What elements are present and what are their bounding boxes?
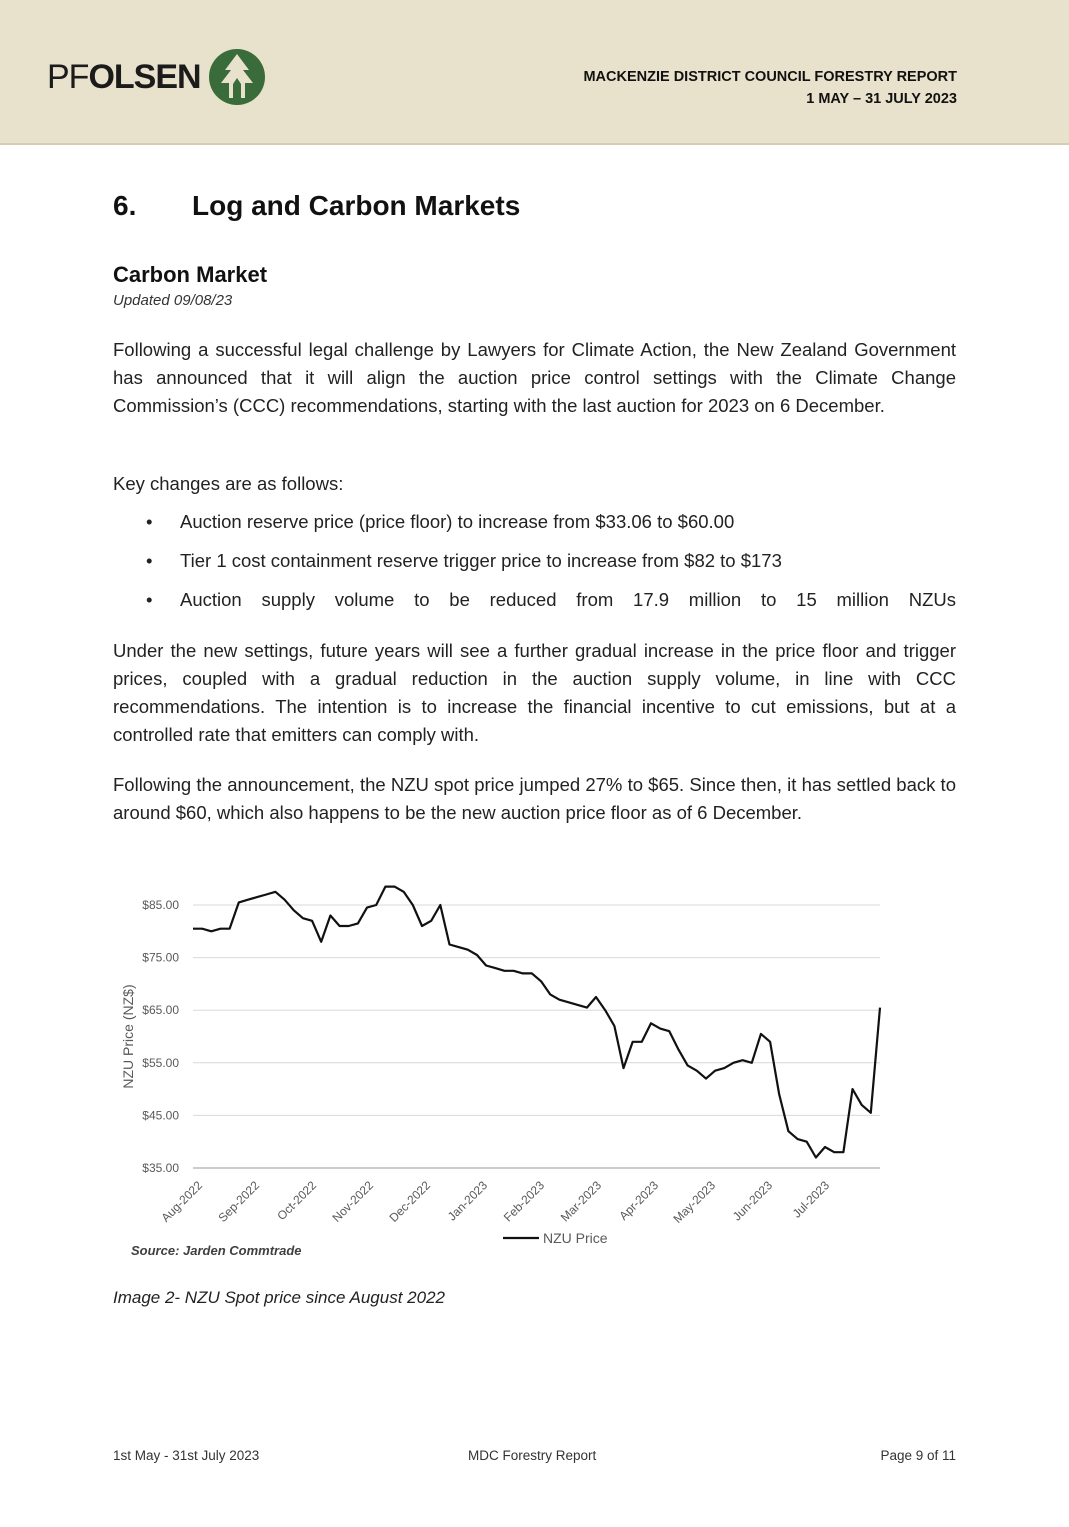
paragraph-1: Following a successful legal challenge by Lawyers for Climate Action, the New Zealand Government has announced that it will align the auction price control settings with the Climate Change Commission’s (CCC) recommendations, starting with the last auction for 2023 on 6 December. xyxy=(113,339,956,416)
list-item: • Auction reserve price (price floor) to increase from $33.06 to $60.00 xyxy=(113,508,956,547)
y-tick-label: $65.00 xyxy=(142,1003,179,1018)
bullet-icon: • xyxy=(146,511,153,532)
page-header xyxy=(0,0,1069,145)
x-tick-label: Apr-2023 xyxy=(616,1178,662,1224)
x-tick-label: Jul-2023 xyxy=(789,1178,833,1221)
bullet-icon: • xyxy=(146,589,153,610)
y-axis-label: NZU Price (NZ$) xyxy=(120,984,136,1089)
footer-date: 1st May - 31st July 2023 xyxy=(113,1448,260,1463)
figure-caption: Image 2- NZU Spot price since August 2022 xyxy=(113,1288,445,1307)
x-tick-label: May-2023 xyxy=(670,1178,719,1226)
x-tick-label: Dec-2022 xyxy=(386,1178,434,1225)
section-number: 6. xyxy=(113,190,137,221)
bullet-icon: • xyxy=(146,550,153,571)
x-tick-label: Jan-2023 xyxy=(444,1178,491,1224)
x-tick-label: Oct-2022 xyxy=(274,1178,320,1224)
footer-title: MDC Forestry Report xyxy=(468,1448,597,1463)
pf-olsen-logo xyxy=(47,46,267,108)
list-item: • Auction supply volume to be reduced from 17.9 million to 15 million NZUs xyxy=(113,586,956,625)
chart-source: Source: Jarden Commtrade xyxy=(131,1243,302,1258)
legend-label: NZU Price xyxy=(543,1230,608,1246)
footer-page-number: Page 9 of 11 xyxy=(880,1448,956,1463)
logo-wordmark: PFOLSEN xyxy=(47,58,201,96)
paragraph-3: Under the new settings, future years will see a further gradual increase in the price floor and trigger prices, coupled with a gradual reduction in the auction supply volume, in line with CCC recommendations. The intention is to increase the financial incentive to cut emissions, but at a controlled rate that emitters can comply with. xyxy=(113,640,956,745)
subsection-title: Carbon Market xyxy=(113,262,268,287)
x-tick-label: Feb-2023 xyxy=(500,1178,548,1225)
report-heading xyxy=(583,66,957,110)
section-heading xyxy=(113,190,520,222)
tree-icon xyxy=(207,48,267,106)
x-tick-label: Jun-2023 xyxy=(729,1178,776,1224)
list-item: • Tier 1 cost containment reserve trigger price to increase from $82 to $173 xyxy=(113,547,956,586)
paragraph-2: Key changes are as follows: xyxy=(113,473,344,494)
x-tick-label: Sep-2022 xyxy=(215,1178,263,1225)
y-tick-label: $85.00 xyxy=(142,898,179,912)
y-tick-label: $75.00 xyxy=(142,950,179,965)
y-tick-label: $55.00 xyxy=(142,1055,179,1070)
x-tick-label: Mar-2023 xyxy=(557,1178,605,1225)
key-changes-list xyxy=(113,508,956,625)
nzu-price-chart xyxy=(113,870,903,1270)
paragraph-4: Following the announcement, the NZU spot price jumped 27% to $65. Since then, it has settled back to around $60, which also happens to be the new auction price floor as of 6 December. xyxy=(113,774,956,823)
x-tick-label: Aug-2022 xyxy=(158,1178,206,1225)
y-tick-label: $35.00 xyxy=(142,1161,179,1175)
y-tick-label: $45.00 xyxy=(142,1108,179,1123)
updated-date: Updated 09/08/23 xyxy=(113,292,233,309)
series-line-nzu-price xyxy=(193,887,880,1158)
section-title: Log and Carbon Markets xyxy=(192,190,521,221)
x-tick-label: Nov-2022 xyxy=(329,1178,377,1225)
report-title: MACKENZIE DISTRICT COUNCIL FORESTRY REPORT xyxy=(583,69,957,85)
report-period: 1 MAY – 31 JULY 2023 xyxy=(806,91,957,107)
